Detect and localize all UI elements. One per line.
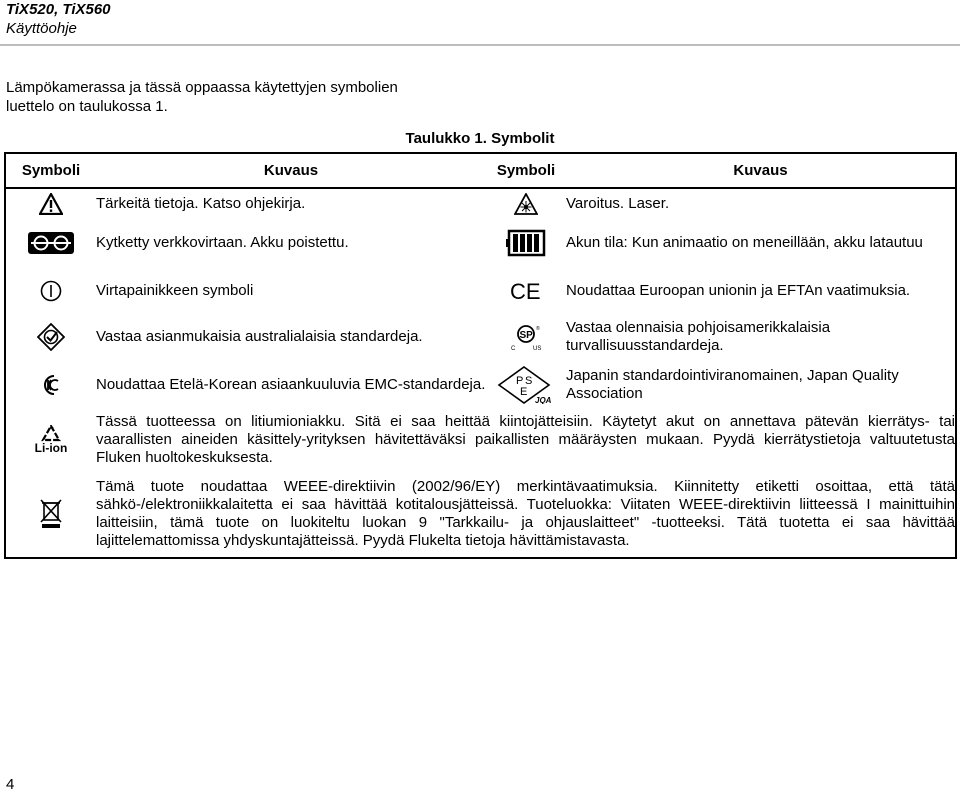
symbol-cell [486,188,566,218]
csa-mark-text: SP [519,330,533,341]
symbol-cell [5,360,96,410]
pse-p-text: P [516,375,524,387]
symbol-cell [486,360,566,410]
jqa-text: JQA [535,396,552,404]
description-cell: Kytketty verkkovirtaan. Akku poistettu. [96,234,349,251]
description-cell: Akun tila: Kun animaatio on meneillään, akku latautuu [566,234,923,251]
table-row [5,360,956,410]
symbol-cell [5,470,96,558]
rcm-mark-icon [37,323,65,351]
description-cell: Noudattaa Euroopan unionin ja EFTAn vaatimuksia. [566,282,911,299]
ce-mark-icon [509,280,543,302]
symbol-cell [5,188,96,218]
description-cell: Vastaa olennaisia pohjoisamerikkalaisia turvallisuusstandardeja. [566,319,831,354]
description-cell: Tärkeitä tietoja. Katso ohjekirja. [96,194,306,212]
symbols-table [4,152,957,559]
description-cell: Virtapainikkeen symboli [96,282,254,299]
csa-us-text: US [533,346,542,352]
csa-reg-text: ® [536,326,540,332]
li-ion-label: Li-ion [34,441,68,456]
description-cell: Varoitus. Laser. [566,194,670,212]
battery-status-icon [506,229,546,257]
table-caption: Taulukko 1. Symbolit [405,130,555,147]
laser-warning-icon [514,193,538,215]
csa-c-text: C [511,346,516,352]
column-header-symbol-2: Symboli [496,162,556,179]
description-cell: Japanin standardointiviranomainen, Japan Quality Association [566,367,899,402]
header-rule [0,44,960,46]
page-number: 4 [6,776,15,793]
description-cell: Vastaa asianmukaisia australialaisia standardeja. [96,328,423,345]
table-row [5,470,956,558]
document-subtitle: Käyttöohje [6,20,77,37]
product-title: TiX520, TiX560 [6,1,111,18]
symbol-cell [5,218,96,268]
power-button-icon [40,280,62,302]
column-header-description-2: Kuvaus [733,162,788,179]
warning-icon [39,193,63,215]
pse-mark-icon [495,366,557,404]
symbol-cell [5,268,96,314]
table-header-row [5,153,956,188]
pse-s-text: S [525,375,533,387]
symbol-cell [486,314,566,360]
csa-mark-icon [508,322,544,352]
kc-mark-icon [40,373,62,397]
weee-bin-icon [40,499,62,529]
table-row [5,314,956,360]
document-header [6,0,111,38]
li-ion-description: Tässä tuotteessa on litiumioniakku. Sitä ei saa heittää kiintojätteisiin. Käytetyt akut on annettava pätevän kierrätys- tai vaarallisten aineiden käsittely-yrityksen hävitettäväksi paikallisten määräysten mukaan. Pyydä kierrätystietoja valtuutetusta Fluken huoltokeskuksesta. [96,413,955,466]
table-row [5,410,956,470]
pse-e-text: E [520,386,528,398]
description-cell: Noudattaa Etelä-Korean asiaankuuluvia EMC-standardeja. [96,376,486,393]
column-header-symbol: Symboli [21,162,81,179]
table-row [5,188,956,218]
symbol-cell [486,218,566,268]
column-header-description: Kuvaus [263,162,319,179]
table-row [5,218,956,268]
table-row [5,268,956,314]
symbol-cell [486,268,566,314]
ce-mark-text: CE [510,280,541,302]
symbol-cell [5,410,96,470]
ac-adapter-icon [27,231,75,255]
symbol-cell [5,314,96,360]
weee-description: Tämä tuote noudattaa WEEE-direktiivin (2002/96/EY) merkintävaatimuksia. Kiinnitetty etiketti osoittaa, että tätä sähkö-/elektroniikkalaitetta ei saa hävittää kotitalousjätteissä. Tuoteluokka: Viitaten WEEE-direktiivin liitteessä I mainittuihin laitteisiin, tämä tuote on luokiteltu luokan 9 "Tarkkailu- ja ohjauslaitteet" -tuotteeksi. Tätä tuotetta ei saa hävittää lajittelemattomissa yhdyskuntajätteissä. Pyydä Flukelta tietoja hävittämistavasta. [96,477,955,549]
intro-paragraph: Lämpökamerassa ja tässä oppaassa käytettyjen symbolien luettelo on taulukossa 1. [6,79,398,115]
